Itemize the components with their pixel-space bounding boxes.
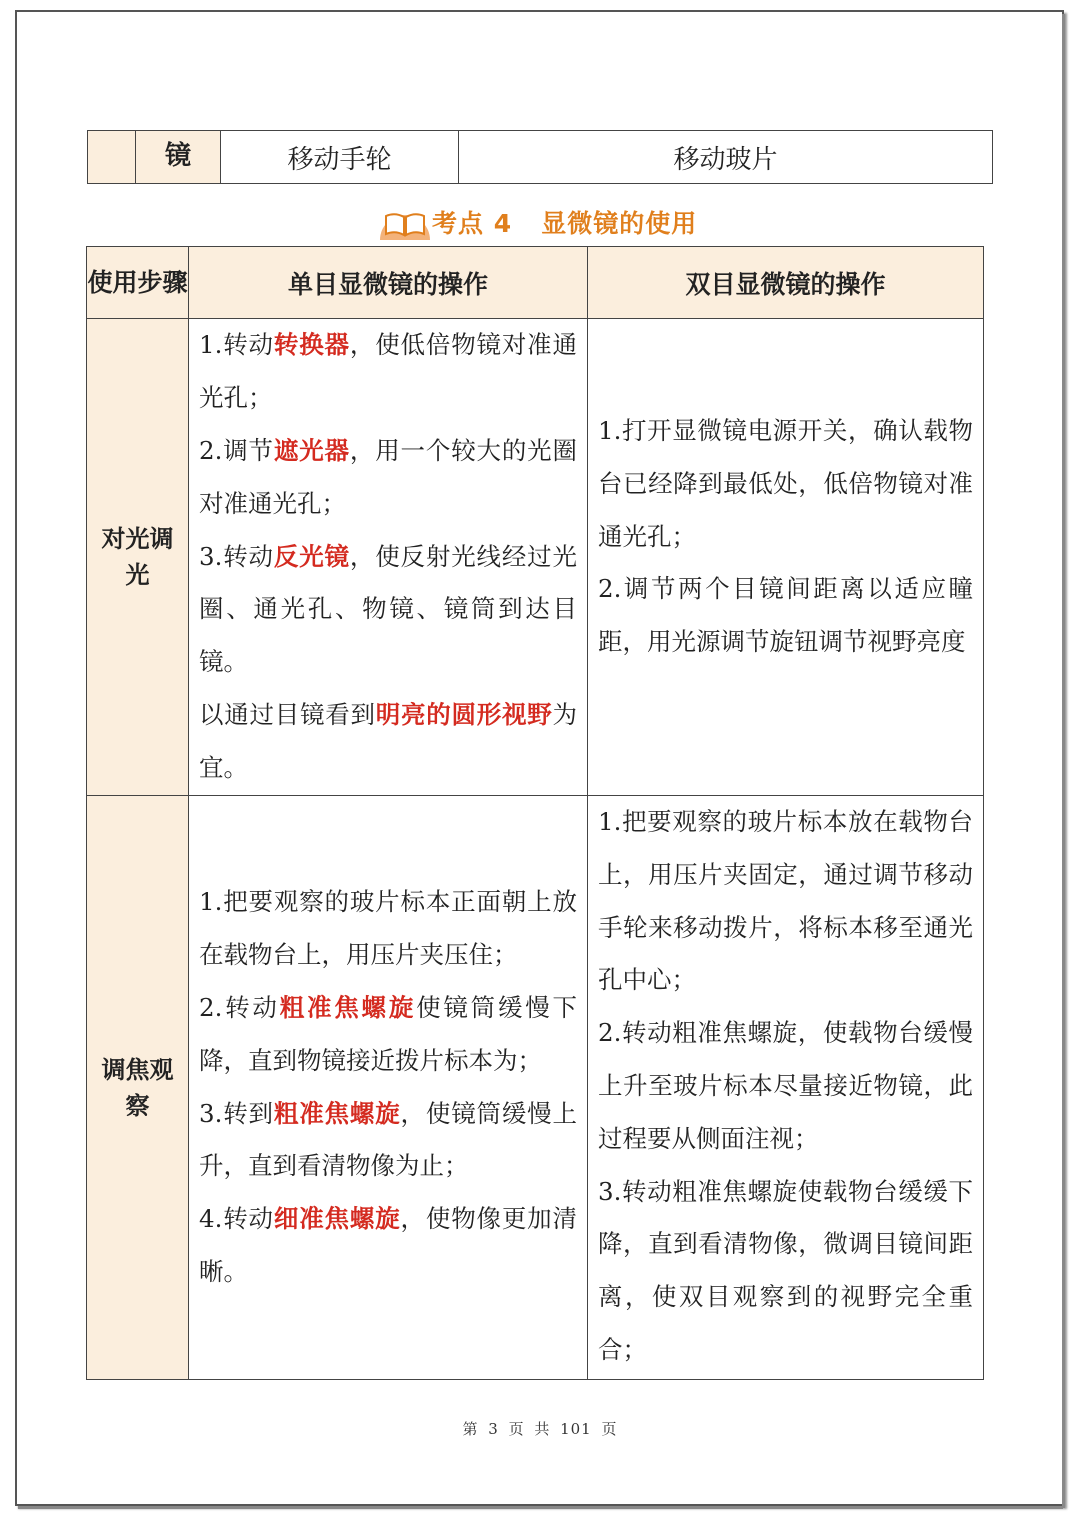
header-binocular: 双目显微镜的操作 [588,247,984,319]
paragraph [199,1193,577,1299]
top-cell-1 [88,131,136,184]
header-single: 单目显微镜的操作 [189,247,588,319]
paragraph [199,982,577,1088]
top-partial-table [87,130,993,184]
text-run: ，使物像更加清晰。 [199,1204,578,1286]
text-run: ，使反射光线经过光圈、通光孔、物镜、镜筒到达目镜。 [199,541,578,677]
cell-light-binocular [588,319,984,796]
paragraph [199,425,577,531]
text-run: 1.把要观察的玻片标本放在载物台上，用压片夹固定，通过调节移动手轮来移动拨片，将标本移至通光孔中心； [598,807,973,995]
page-footer: 第 3 页 共 101 页 [462,1420,618,1438]
cell-focus-single [189,796,588,1380]
text-run: 2.调节两个目镜间距离以适应瞳距，用光源调节旋钮调节视野亮度 [598,574,973,657]
text-run: 1.把要观察的玻片标本正面朝上放在载物台上，用压片夹压住； [199,887,577,970]
top-cell-4: 移动玻片 [459,131,993,184]
text-run: 以通过目镜看到 [199,699,376,729]
highlight-term: 细准焦螺旋 [273,1204,401,1234]
text-run: 3.转到 [199,1098,274,1128]
text-run: 1.打开显微镜电源开关，确认载物台已经降到最低处，低倍物镜对准通光孔； [598,416,973,551]
cell-focus-binocular [588,796,984,1380]
text-run: 2.转动 [199,992,280,1022]
text-run: ，使镜筒缓慢上升，直到看清物像为止； [199,1098,578,1181]
top-cell-3: 移动手轮 [221,131,459,184]
text-run: ，使低倍物镜对准通光孔； [199,330,578,413]
page-shadow-right [1062,14,1065,1508]
paragraph [199,319,577,425]
cell-light-single [189,319,588,796]
text-run: 使镜筒缓慢下降，直到物镜接近拨片标本为； [199,992,577,1075]
text-run: 3.转动粗准焦螺旋使载物台缓缓下降，直到看清物像，微调目镜间距离，使双目观察到的视野完全重合； [598,1176,973,1364]
text-run: 3.转动 [199,541,274,571]
header-step: 使用步骤 [87,247,189,319]
paragraph [199,1088,577,1194]
paragraph [199,689,577,795]
paragraph [598,1166,973,1377]
section-heading [378,200,738,244]
text-run: 4.转动 [199,1204,274,1234]
paragraph [199,876,577,982]
paragraph [199,531,577,689]
text-run: 为宜。 [199,699,577,782]
row-label-light: 对光调光 [87,319,189,796]
text-run: 2.调节 [199,436,274,465]
row-label-focus: 调焦观察 [87,796,189,1380]
section-heading-text: 考点 4 显微镜的使用 [432,209,698,238]
highlight-term: 遮光器 [273,436,350,465]
text-run: 1.转动 [199,330,274,360]
top-cell-2: 镜 [136,131,221,184]
highlight-term: 转换器 [273,330,350,360]
highlight-term: 粗准焦螺旋 [273,1098,401,1128]
highlight-term: 粗准焦螺旋 [279,992,417,1022]
highlight-term: 明亮的圆形视野 [375,699,553,729]
paragraph [598,563,973,669]
text-run: 2.转动粗准焦螺旋，使载物台缓慢上升至玻片标本尽量接近物镜，此过程要从侧面注视； [598,1018,973,1153]
highlight-term: 反光镜 [273,541,350,571]
page-shadow-bottom [18,1506,1063,1509]
text-run: ，用一个较大的光圈对准通光孔； [199,436,578,518]
book-icon [378,202,432,242]
microscope-usage-table [86,246,984,1380]
paragraph [598,796,973,1007]
paragraph [598,405,973,563]
paragraph [598,1007,973,1165]
